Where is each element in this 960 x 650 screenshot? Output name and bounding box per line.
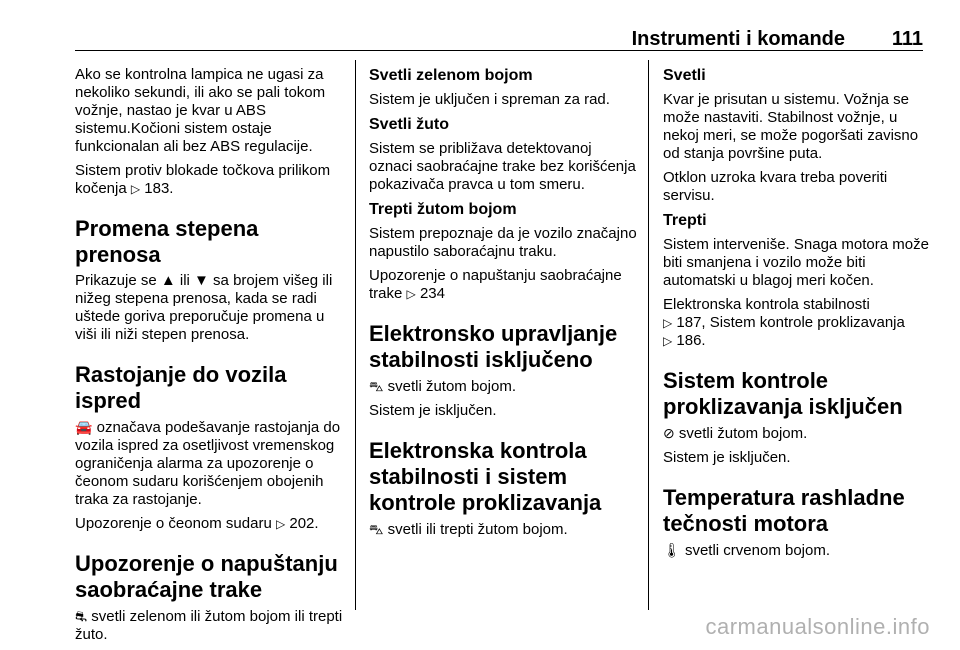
heading-on: Svetli bbox=[663, 67, 706, 84]
watermark: carmanualsonline.info bbox=[705, 614, 930, 639]
blink-text: Sistem interveniše. Snaga motora može biti smanjena i vozilo može biti automatski u blagoj meri kočen. bbox=[663, 236, 929, 289]
on-text-2: Otklon uzroka kvara treba poveriti servisu. bbox=[663, 169, 888, 204]
heading-yellow: Svetli žuto bbox=[369, 116, 450, 133]
heading-green: Svetli zelenom bojom bbox=[369, 67, 533, 84]
heading-esc-off: Elektronsko upravljanje stabilnosti isključeno bbox=[369, 321, 618, 372]
lane-departure-icon: ⛐ bbox=[75, 608, 88, 624]
on-text: Kvar je prisutan u sistemu. Vožnja se može nastaviti. Stabilnost vožnje, u nekoj meri, se može pogoršati zavisno od stanja površine puta. bbox=[663, 91, 919, 162]
gear-text: Prikazuje se ▲ ili ▼ sa brojem višeg ili nižeg stepena prenosa, kada se radi uštede goriva preporučuje promena u viši ili niži stepen prenosa. bbox=[75, 272, 333, 343]
column-2 bbox=[369, 66, 637, 545]
reference-arrow-icon: ▷ bbox=[663, 334, 673, 348]
heading-coolant-temp: Temperatura rashladne tečnosti motora bbox=[663, 485, 905, 536]
page-number: 111 bbox=[891, 28, 923, 50]
reference-arrow-icon: ▷ bbox=[663, 316, 673, 330]
ref-page: 183. bbox=[144, 180, 174, 197]
heading-blink-yellow: Trepti žutom bojom bbox=[369, 201, 517, 218]
yellow-text: Sistem se približava detektovanoj oznaci saobraćajne trake bez korišćenja pokazivača pravca u tom smeru. bbox=[369, 140, 636, 193]
lane-reference: Upozorenje o napuštanju saobraćajne trake ▷ 234 bbox=[369, 267, 622, 302]
esc-icon: ⛍ bbox=[369, 521, 384, 537]
tc-off-paragraph: ⊘ svetli žutom bojom. bbox=[663, 425, 808, 442]
heading-tc-off: Sistem kontrole proklizavanja isključen bbox=[663, 368, 903, 419]
lane-paragraph: ⛐ svetli zelenom ili žutom bojom ili trepti žuto. bbox=[75, 608, 343, 643]
header-title: Instrumenti i komande bbox=[631, 28, 845, 50]
heading-esc: Elektronska kontrola stabilnosti i sistem kontrole proklizavanja bbox=[369, 438, 602, 515]
esc-off-icon: ⛍ bbox=[369, 378, 384, 394]
stability-reference: Elektronska kontrola stabilnosti ▷ 187, Sistem kontrole proklizavanja ▷ 186. bbox=[663, 296, 905, 349]
column-divider bbox=[648, 60, 649, 610]
heading-distance: Rastojanje do vozila ispred bbox=[75, 362, 287, 413]
blink-text: Sistem prepoznaje da je vozilo značajno napustilo saboraćajnu traku. bbox=[369, 225, 637, 260]
reference-arrow-icon: ▷ bbox=[406, 287, 416, 301]
column-divider bbox=[355, 60, 356, 610]
coolant-temperature-icon: 🌡 bbox=[663, 542, 681, 558]
reference-arrow-icon: ▷ bbox=[130, 182, 141, 196]
heading-blink: Trepti bbox=[663, 212, 707, 229]
temp-paragraph: 🌡 svetli crvenom bojom. bbox=[663, 542, 831, 559]
abs-paragraph: Ako se kontrolna lampica ne ugasi za nekoliko sekundi, ili ako se pali tokom vožnje, nastao je kvar u ABS sistemu.Kočioni sistem ostaje funkcionalan ali bez ABS regulacije. bbox=[75, 66, 326, 155]
abs-reference: Sistem protiv blokade točkova prilikom kočenja ▷ 183. bbox=[75, 162, 331, 197]
reference-arrow-icon: ▷ bbox=[275, 517, 286, 531]
heading-lane-departure: Upozorenje o napuštanju saobraćajne trake bbox=[75, 551, 338, 602]
esc-off-paragraph: ⛍ svetli žutom bojom. bbox=[369, 378, 516, 395]
vehicle-ahead-icon: 🚘 bbox=[75, 419, 93, 435]
column-3 bbox=[663, 66, 931, 566]
column-1 bbox=[75, 66, 343, 650]
green-text: Sistem je uključen i spreman za rad. bbox=[369, 91, 610, 108]
page-header bbox=[75, 26, 923, 51]
esc-off-state: Sistem je isključen. bbox=[369, 402, 497, 419]
tc-off-state: Sistem je isključen. bbox=[663, 449, 791, 466]
esc-paragraph: ⛍ svetli ili trepti žutom bojom. bbox=[369, 521, 568, 538]
distance-paragraph: 🚘 označava podešavanje rastojanja do vozila ispred za osetljivost vremenskog ograničenja alarma za upozorenje o čeonom sudaru korišćenjem obojenih traka za rastojanje. bbox=[75, 419, 341, 508]
traction-control-off-icon: ⊘ bbox=[663, 425, 675, 441]
heading-gear-shift: Promena stepena prenosa bbox=[75, 216, 259, 267]
distance-reference: Upozorenje o čeonom sudaru ▷ 202. bbox=[75, 515, 319, 532]
